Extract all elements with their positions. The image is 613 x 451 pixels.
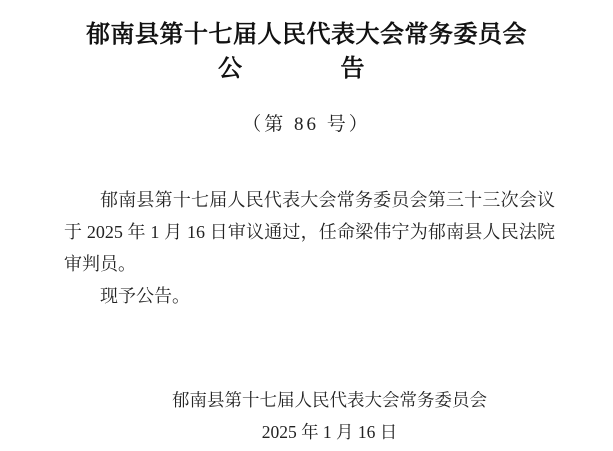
body-paragraph-closing: 现予公告。 xyxy=(100,286,190,306)
document-number: （第 86 号） xyxy=(242,114,371,135)
document-title-line2: 公 告 xyxy=(218,56,365,82)
signature-block xyxy=(172,384,487,448)
document-title-line1: 郁南县第十七届人民代表大会常务委员会 xyxy=(86,22,527,48)
document-body xyxy=(64,184,555,312)
document-title xyxy=(0,18,613,86)
body-paragraph-main: 郁南县第十七届人民代表大会常务委员会第三十三次会议于 2025 年 1 月 16 日审议通过，任命梁伟宁为郁南县人民法院审判员。 xyxy=(64,190,555,274)
signature-date: 2025 年 1 月 16 日 xyxy=(261,422,398,442)
signature-issuer: 郁南县第十七届人民代表大会常务委员会 xyxy=(172,390,487,410)
